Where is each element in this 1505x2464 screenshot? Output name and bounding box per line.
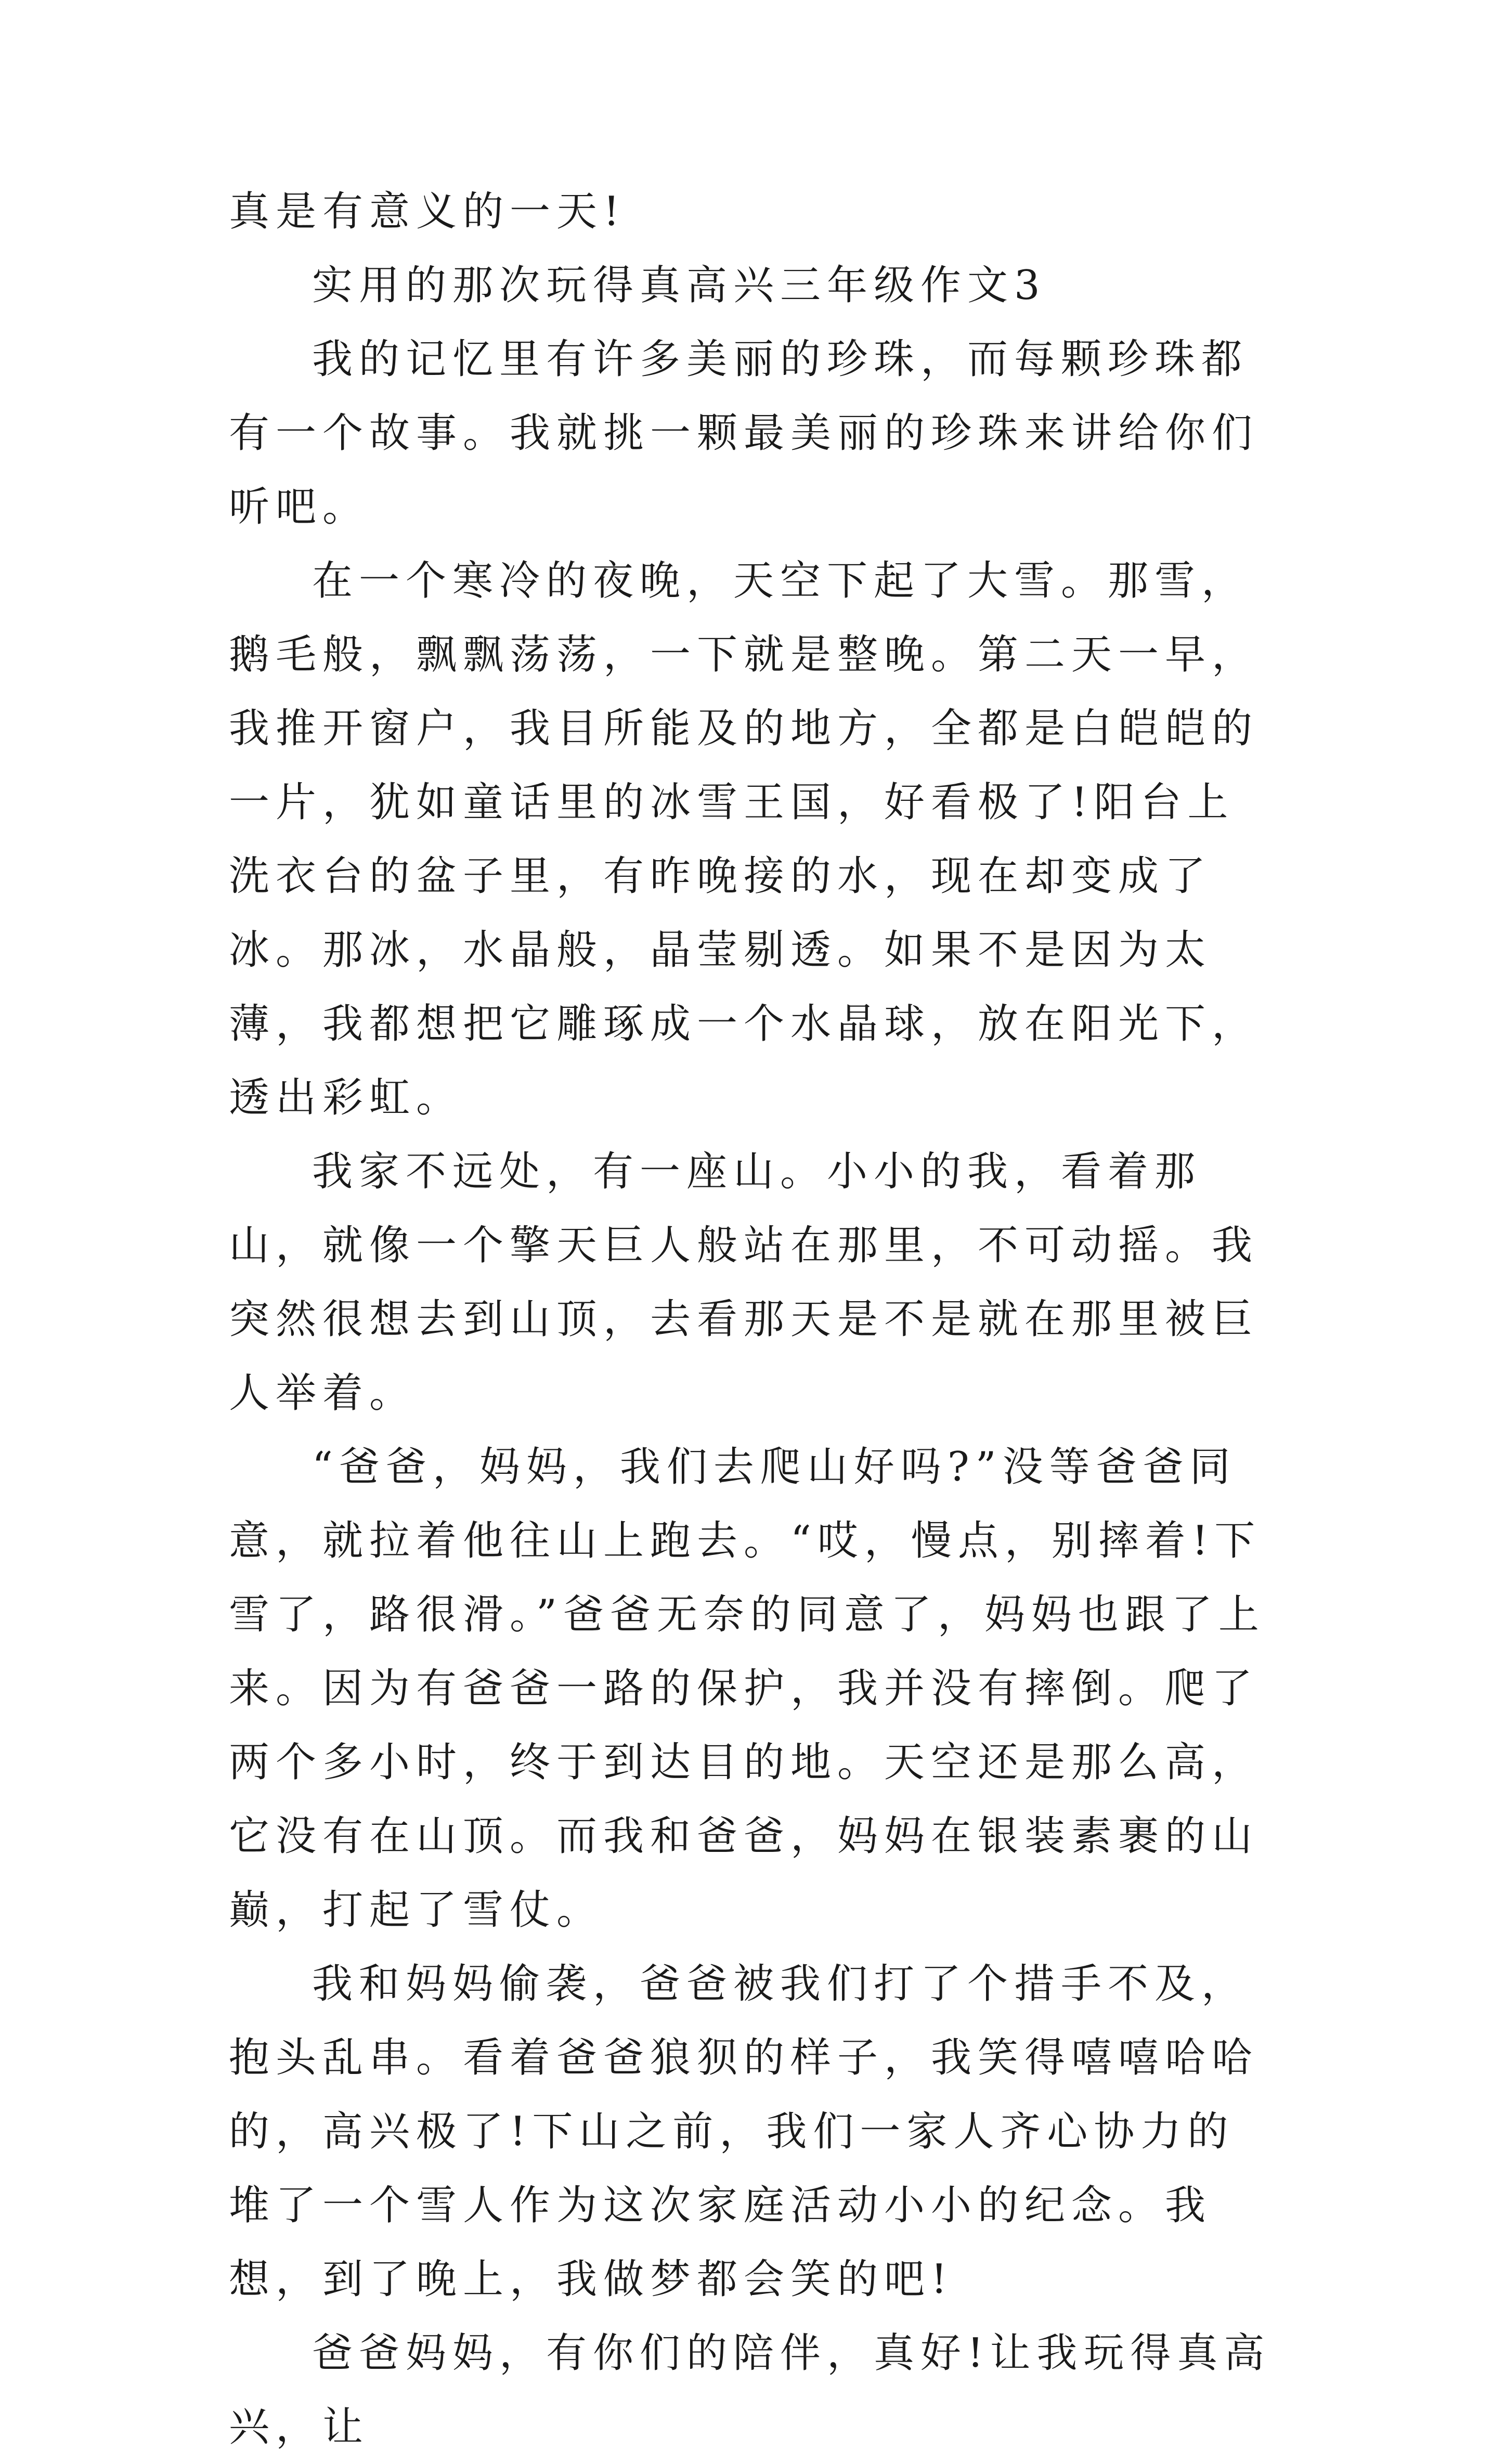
paragraph-ending: 爸爸妈妈，有你们的陪伴，真好!让我玩得真高兴，让 bbox=[229, 2330, 1271, 2450]
paragraph-snow-night: 在一个寒冷的夜晚，天空下起了大雪。那雪，鹅毛般，飘飘荡荡，一下就是整晚。第二天一早，我推开窗户，我目所能及的地方，全都是白皑皑的一片，犹如童话里的冰雪王国，好看极了!阳台上洗衣台的盆子里，有昨晚接的水，现在却变成了冰。那冰，水晶般，晶莹剔透。如果不是因为太薄，我都想把它雕琢成一个水晶球，放在阳光下，透出彩虹。 bbox=[229, 557, 1259, 1121]
paragraph-intro: 我的记忆里有许多美丽的珍珠，而每颗珍珠都有一个故事。我就挑一颗最美丽的珍珠来讲给你们听吧。 bbox=[229, 336, 1259, 530]
essay-title: 实用的那次玩得真高兴三年级作文3 bbox=[312, 262, 1046, 309]
paragraph-snowball: 我和妈妈偷袭，爸爸被我们打了个措手不及，抱头乱串。看着爸爸狼狈的样子，我笑得嘻嘻哈哈的，高兴极了!下山之前，我们一家人齐心协力的堆了一个雪人作为这次家庭活动小小的纪念。我想，到了晚上，我做梦都会笑的吧! bbox=[229, 1961, 1259, 2303]
paragraph-mountain: 我家不远处，有一座山。小小的我，看着那山，就像一个擎天巨人般站在那里，不可动摇。我突然很想去到山顶，去看那天是不是就在那里被巨人举着。 bbox=[229, 1148, 1259, 1417]
paragraph-closing-line: 真是有意义的一天! bbox=[229, 188, 626, 235]
paragraph-climb: “爸爸，妈妈，我们去爬山好吗?”没等爸爸同意，就拉着他往山上跑去。“哎，慢点，别摔着!下雪了，路很滑。”爸爸无奈的同意了，妈妈也跟了上来。因为有爸爸一路的保护，我并没有摔倒。爬了两个多小时，终于到达目的地。天空还是那么高，它没有在山顶。而我和爸爸，妈妈在银装素裹的山巅，打起了雪仗。 bbox=[229, 1444, 1265, 1934]
document-body bbox=[229, 175, 1279, 2464]
